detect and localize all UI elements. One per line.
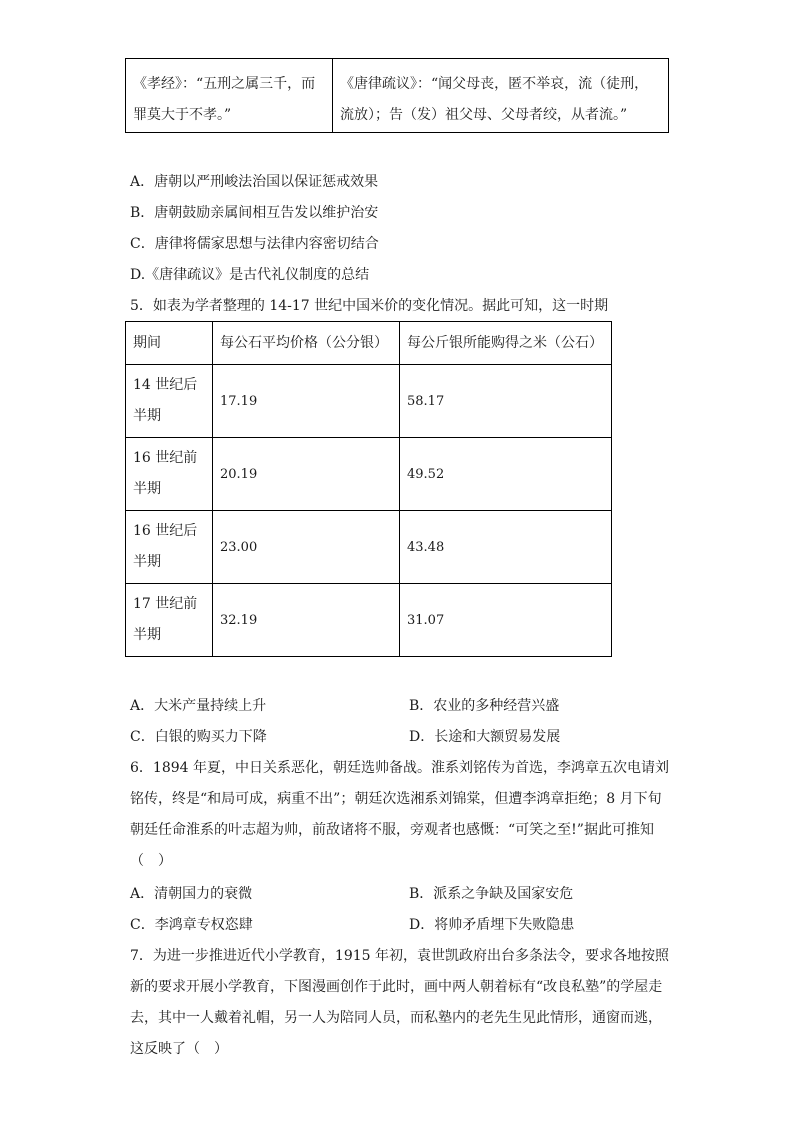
header-rice: 每公斤银所能购得之米（公石） [400,322,612,365]
table-row [126,365,612,438]
header-period: 期间 [126,322,213,365]
cell-period: 16 世纪前半期 [126,438,213,511]
table-row [126,511,612,584]
q4-option-d[interactable]: D.《唐律疏议》是古代礼仪制度的总结 [130,267,370,283]
q7-stem: 7．为进一步推进近代小学教育，1915 年初，袁世凯政府出台多条法令，要求各地按照新的要求开展小学教育，下图漫画创作于此时，画中两人朝着标有“改良私塾”的学屋走去，其中一人戴着礼帽，另一人为陪同人员，而私塾内的老先生见此情形，通窗而逃，这反映了（ ） [130,948,669,1057]
q6-option-b[interactable]: B．派系之争缺及国家安危 [409,886,574,902]
q5-option-c[interactable]: C．白银的购买力下降 [130,729,267,745]
table-header-row [126,322,612,365]
cell-rice: 58.17 [400,365,612,438]
cell-rice: 49.52 [400,438,612,511]
cell-price: 23.00 [213,511,400,584]
cell-period: 17 世纪前半期 [126,584,213,657]
cell-price: 32.19 [213,584,400,657]
q4-option-a[interactable]: A．唐朝以严刑峻法治国以保证惩戒效果 [130,174,379,190]
quote-cell-xiaojing: 《孝经》：“五刑之属三千，而罪莫大于不孝。” [126,59,333,132]
table-row [126,438,612,511]
q6-stem: 6．1894 年夏，中日关系恶化，朝廷选帅备战。淮系刘铭传为首选，李鸿章五次电请刘铭传，终是“和局可成，病重不出”；朝廷次选湘系刘锦棠，但遭李鸿章拒绝；8 月下旬朝廷任命淮系的叶志超为帅，前敌诸将不服，旁观者也感慨：“可笑之至!”据此可推知（ ） [130,760,669,869]
table-row [126,584,612,657]
header-price: 每公石平均价格（公分银） [213,322,400,365]
cell-price: 20.19 [213,438,400,511]
cell-period: 16 世纪后半期 [126,511,213,584]
rice-price-table [125,321,612,657]
quote-table [125,58,669,133]
q6-option-a[interactable]: A．清朝国力的衰微 [130,886,253,902]
q5-stem: 5．如表为学者整理的 14-17 世纪中国米价的变化情况。据此可知，这一时期 [130,298,609,314]
q4-option-b[interactable]: B．唐朝鼓励亲属间相互告发以维护治安 [130,205,379,221]
q5-option-a[interactable]: A．大米产量持续上升 [130,698,267,714]
q6-option-d[interactable]: D．将帅矛盾埋下失败隐患 [409,917,575,933]
cell-price: 17.19 [213,365,400,438]
q5-option-d[interactable]: D．长途和大额贸易发展 [409,729,561,745]
cell-rice: 31.07 [400,584,612,657]
q5-option-b[interactable]: B．农业的多种经营兴盛 [409,698,560,714]
quote-cell-tanglv: 《唐律疏议》：“闻父母丧，匿不举哀，流（徒刑，流放）；告（发）祖父母、父母者绞，从者流。” [340,76,649,123]
q6-option-c[interactable]: C．李鸿章专权恣肆 [130,917,253,933]
q4-option-c[interactable]: C．唐律将儒家思想与法律内容密切结合 [130,236,379,252]
cell-rice: 43.48 [400,511,612,584]
cell-period: 14 世纪后半期 [126,365,213,438]
